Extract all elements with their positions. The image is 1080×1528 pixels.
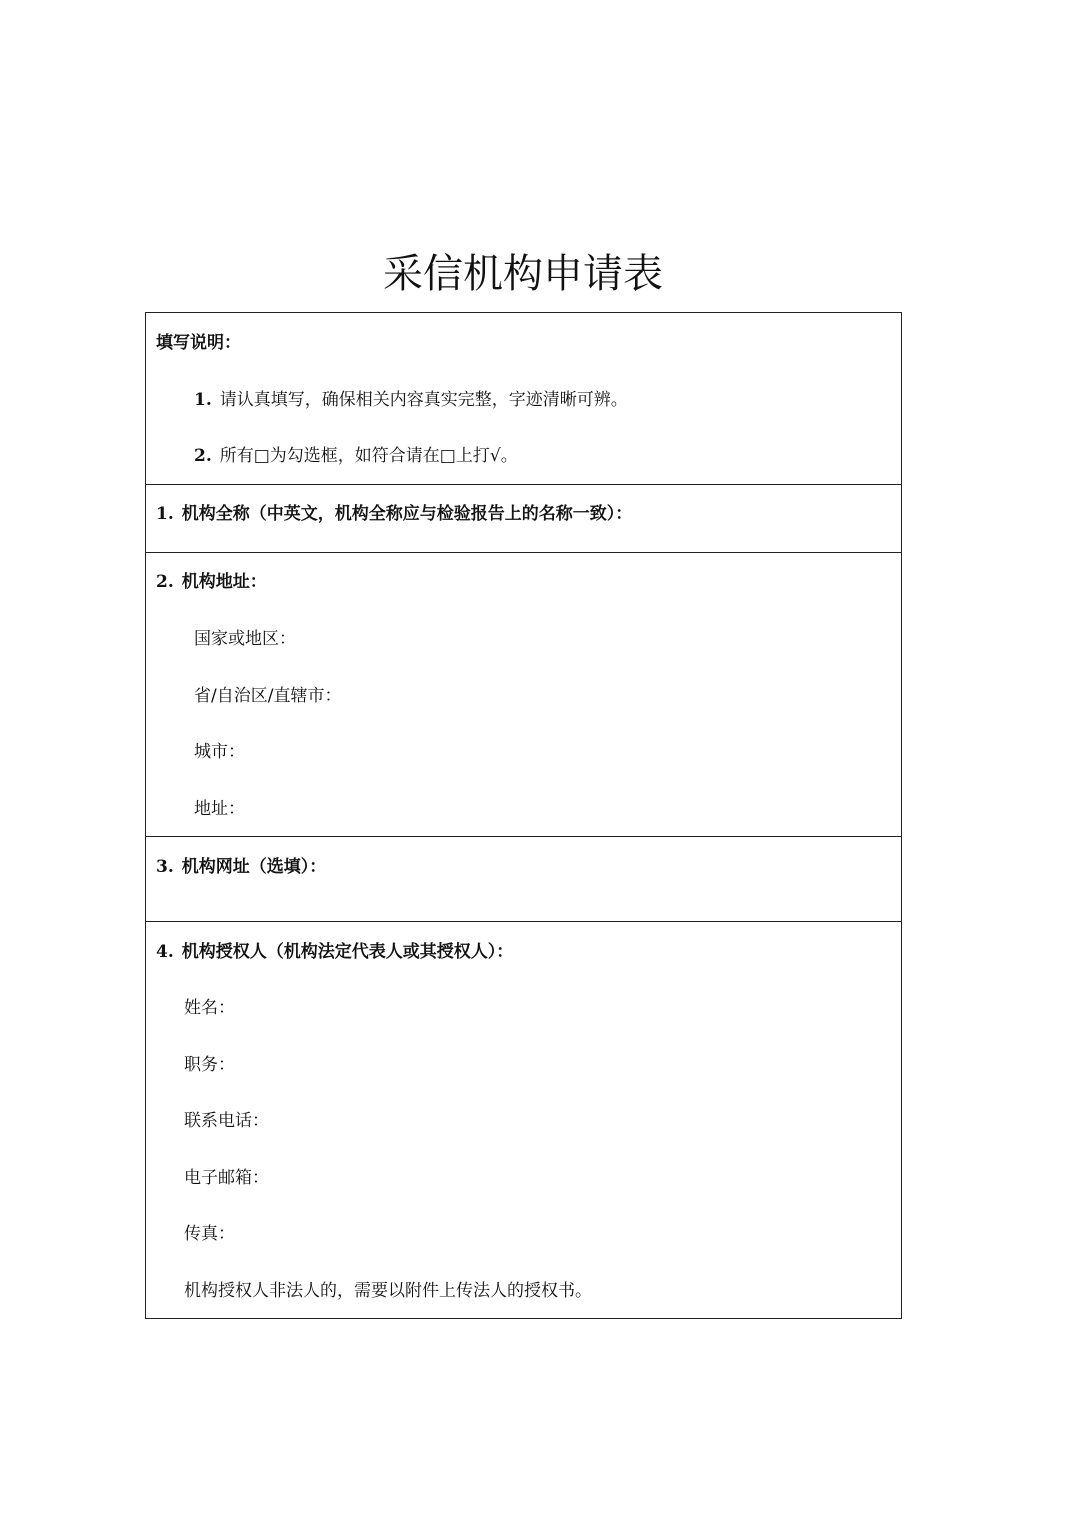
institution-name-section[interactable] [146, 485, 901, 553]
section-number: 2. [156, 572, 174, 592]
country-region-field[interactable]: 国家或地区： [194, 629, 296, 649]
city-field[interactable]: 城市： [194, 742, 245, 762]
section-heading-text: 机构网址（选填）： [181, 857, 327, 877]
instruction-item-number: 1. [194, 390, 212, 410]
instruction-item-text: 请认真填写，确保相关内容真实完整，字迹清晰可辨。 [219, 390, 628, 410]
application-form-table [145, 312, 902, 1319]
section-number: 3. [156, 857, 174, 877]
institution-name-heading [156, 502, 632, 526]
institution-address-section [146, 553, 901, 837]
institution-address-heading [156, 570, 267, 594]
province-field[interactable]: 省/自治区/直辖市： [194, 686, 342, 706]
position-field[interactable]: 职务： [184, 1055, 235, 1075]
section-number: 1. [156, 504, 174, 524]
phone-field[interactable]: 联系电话： [184, 1111, 269, 1131]
institution-website-heading [156, 855, 326, 879]
institution-website-section[interactable] [146, 837, 901, 922]
instruction-item-text: 所有□为勾选框，如符合请在□上打√。 [219, 446, 518, 466]
instruction-item [194, 388, 628, 412]
email-field[interactable]: 电子邮箱： [184, 1168, 269, 1188]
instructions-section [146, 313, 901, 485]
authorized-person-section [146, 922, 901, 1318]
name-field[interactable]: 姓名： [184, 998, 235, 1018]
instructions-heading: 填写说明： [156, 333, 241, 353]
section-heading-text: 机构全称（中英文，机构全称应与检验报告上的名称一致）： [181, 504, 633, 524]
authorized-person-heading [156, 940, 513, 964]
section-heading-text: 机构授权人（机构法定代表人或其授权人）： [181, 942, 514, 962]
section-heading-text: 机构地址： [181, 572, 267, 592]
fax-field[interactable]: 传真： [184, 1224, 235, 1244]
authorization-note: 机构授权人非法人的，需要以附件上传法人的授权书。 [184, 1281, 592, 1301]
page-title: 采信机构申请表 [383, 251, 663, 297]
section-number: 4. [156, 942, 174, 962]
instruction-item-number: 2. [194, 446, 212, 466]
street-address-field[interactable]: 地址： [194, 799, 245, 819]
instruction-item [194, 444, 518, 468]
